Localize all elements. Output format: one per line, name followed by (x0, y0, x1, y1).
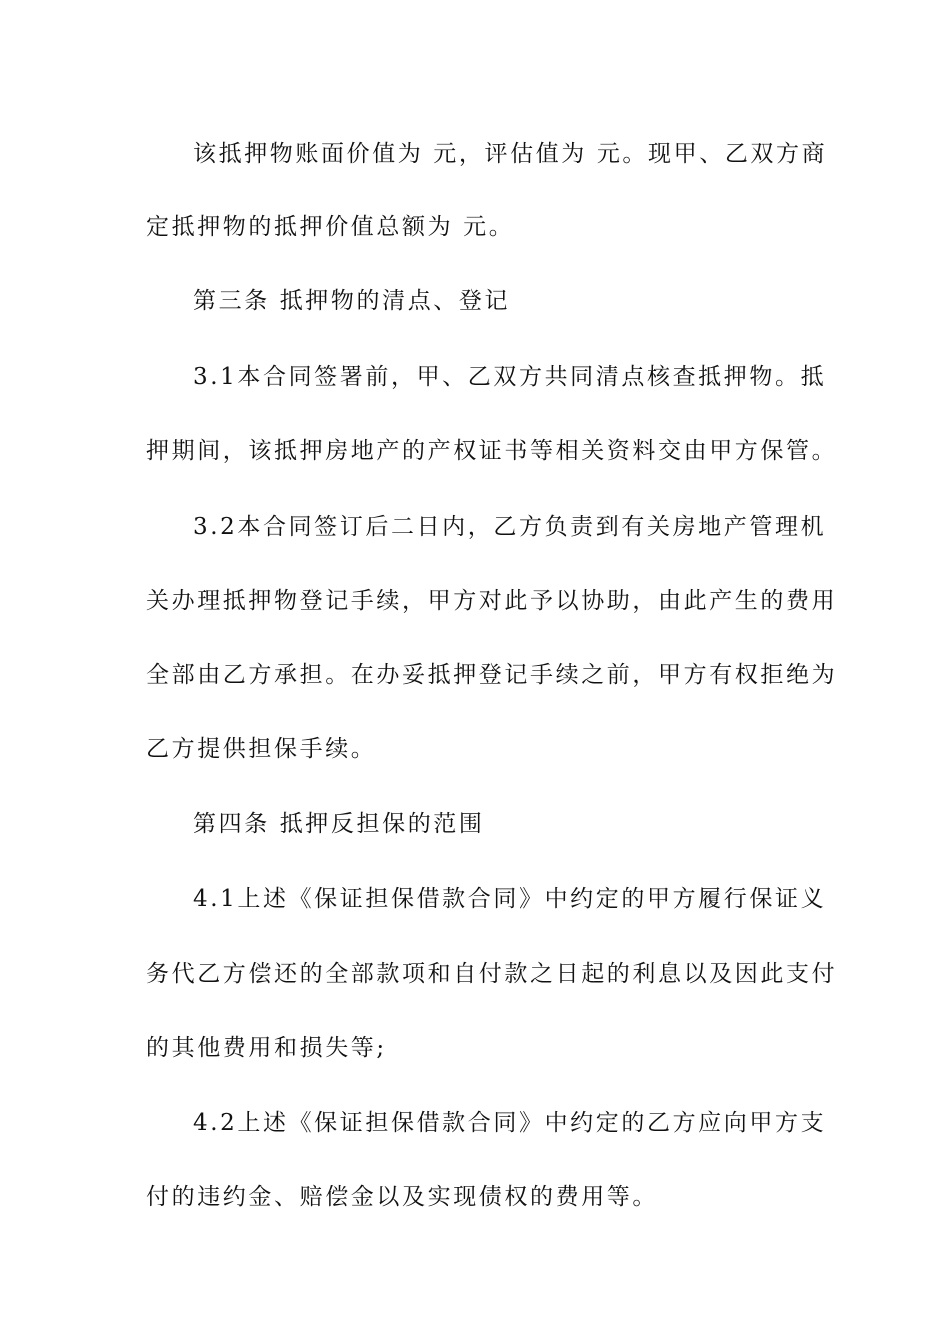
paragraph-line: 定抵押物的抵押价值总额为 元。 (146, 214, 515, 240)
paragraph-line: 3.1本合同签署前，甲、乙双方共同清点核查抵押物。抵 (193, 364, 827, 390)
paragraph-line: 4.1上述《保证担保借款合同》中约定的甲方履行保证义 (193, 886, 827, 912)
paragraph-line: 关办理抵押物登记手续，甲方对此予以协助，由此产生的费用 (146, 588, 838, 614)
paragraph-line: 4.2上述《保证担保借款合同》中约定的乙方应向甲方支 (193, 1110, 827, 1136)
paragraph-line: 3.2本合同签订后二日内，乙方负责到有关房地产管理机 (193, 514, 827, 540)
paragraph-line: 的其他费用和损失等; (146, 1035, 387, 1061)
paragraph-line: 付的违约金、赔偿金以及实现债权的费用等。 (146, 1184, 658, 1210)
section-heading: 第三条 抵押物的清点、登记 (193, 288, 511, 314)
paragraph-line: 押期间，该抵押房地产的产权证书等相关资料交由甲方保管。 (146, 438, 838, 464)
paragraph-line: 全部由乙方承担。在办妥抵押登记手续之前，甲方有权拒绝为 (146, 662, 838, 688)
paragraph-line: 乙方提供担保手续。 (146, 736, 377, 762)
section-heading: 第四条 抵押反担保的范围 (193, 811, 485, 837)
paragraph-line: 该抵押物账面价值为 元，评估值为 元。现甲、乙双方商 (193, 141, 828, 167)
paragraph-line: 务代乙方偿还的全部款项和自付款之日起的利息以及因此支付 (146, 961, 838, 987)
